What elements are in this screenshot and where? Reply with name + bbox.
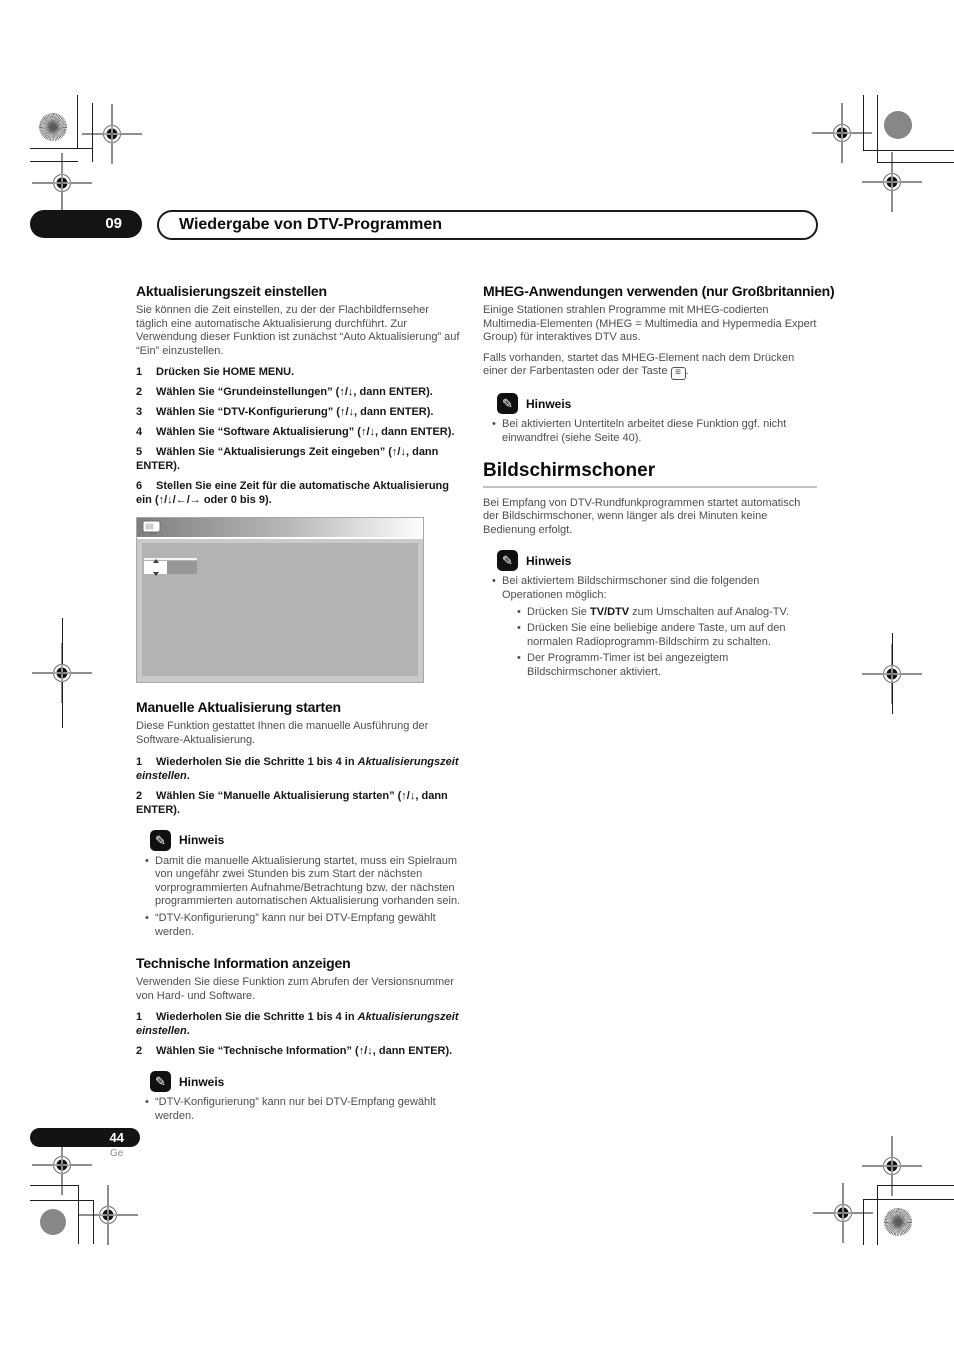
note-item: • “DTV-Konfigurierung” kann nur bei DTV-Empfang gewählt werden. [145,912,462,939]
note-header [483,393,817,414]
time-field [167,561,197,574]
tv-icon [142,520,162,535]
spinner-up-arrow-icon [153,559,159,563]
note-item: • Drücken Sie eine beliebige andere Taste, um auf den normalen Radioprogramm-Bildschirm zu schalten. [517,622,817,649]
left-column [136,283,462,1130]
step-item: 3 Wählen Sie “DTV-Konfigurierung” (↑/↓, dann ENTER). [136,406,434,419]
section-heading-screensaver: Bildschirmschoner [483,459,656,481]
language-code: Ge [110,1148,124,1159]
note-item: • Damit die manuelle Aktualisierung startet, muss ein Spielraum von ungefähr zwei Stunden bis zum Start der nächsten vorprogrammierten Aufnahme/Betrachtung bzw. der nächsten programmierten automatischen Aktualisierung vorhanden sein. [145,855,462,909]
step-item: 2 Wählen Sie “Manuelle Aktualisierung starten” (↑/↓, dann ENTER). [136,789,448,816]
tv-dtv-key-label: TV/DTV [589,605,630,618]
chapter-title-box [157,210,818,240]
paragraph: Falls vorhanden, startet das MHEG-Element nach dem Drücken einer der Farbentasten oder der Taste ≡ . [483,351,795,379]
note-item: • Bei aktiviertem Bildschirmschoner sind die folgenden Operationen möglich: • Drücken Sie TV/DTV zum Umschalten auf Analog-TV. • Drücken Sie eine beliebige andere Taste, um auf den normalen Radioprogramm-Bildschirm zu schalten. • Der Programm-Timer ist bei angezeigtem Bildschirmschoner aktiviert. [492,575,817,679]
section-heading-mheg: MHEG-Anwendungen verwenden (nur Großbritannien) [483,283,835,299]
time-spinner [144,561,167,574]
note-item: • Der Programm-Timer ist bei angezeigtem Bildschirmschoner aktiviert. [517,652,817,679]
note-item: • Drücken Sie TV/DTV zum Umschalten auf Analog-TV. [517,606,817,620]
crop-line [863,150,954,151]
step-item: 1 Drücken Sie HOME MENU. [136,366,295,379]
halftone-circle [884,1208,912,1236]
paragraph: Diese Funktion gestattet Ihnen die manuelle Ausführung der Software-Aktualisierung. [136,720,429,746]
step-item: 6 Stellen Sie eine Zeit für die automatische Aktualisierung ein (↑/↓/←/→ oder 0 bis 9). [136,480,449,507]
note-list [145,1096,462,1123]
chapter-title: Wiedergabe von DTV-Programmen [179,216,443,233]
note-list [145,855,462,940]
note-item: • “DTV-Konfigurierung” kann nur bei DTV-Empfang gewählt werden. [145,1096,462,1123]
halftone-circle [40,1209,66,1235]
page-number-pill [30,1128,140,1147]
section-heading-update-time: Aktualisierungszeit einstellen [136,283,327,299]
pencil-icon: ✎ [497,550,518,571]
step-item: 1 Wiederholen Sie die Schritte 1 bis 4 in Aktualisierungszeit einstellen. [136,755,459,782]
note-label: Hinweis [179,833,225,848]
screenshot-body [137,539,423,682]
chapter-number-tab [30,210,142,238]
paragraph: Verwenden Sie diese Funktion zum Abrufen der Versionsnummer von Hard- und Software. [136,976,454,1002]
note-header [136,830,462,851]
halftone-circle [39,113,67,141]
registration-mark [862,644,922,704]
section-heading-tech-info: Technische Information anzeigen [136,955,351,972]
note-list [492,418,817,445]
pencil-icon: ✎ [150,1071,171,1092]
screenshot-header-bar [137,518,423,537]
note-label: Hinweis [526,396,572,411]
note-header [136,1071,462,1092]
paragraph: Sie können die Zeit einstellen, zu der der Flachbildfernseher täglich eine automatische Aktualisierung durchführt. Zur Verwendung dieser Funktion ist zunächst “Auto Aktualisierung” auf “Ein” einzustellen. [136,304,460,357]
note-label: Hinweis [179,1074,225,1089]
pencil-icon: ✎ [497,393,518,414]
halftone-circle [884,111,912,139]
step-item: 2 Wählen Sie “Grundeinstellungen” (↑/↓, dann ENTER). [136,386,433,399]
registration-mark [78,1185,138,1245]
paragraph: Bei Empfang von DTV-Rundfunkprogrammen startet automatisch der Bildschirmschoner, wenn länger als drei Minuten keine Bedienung erfolgt. [483,496,801,536]
registration-mark [32,153,92,213]
note-item: • Bei aktivierten Untertiteln arbeitet diese Funktion ggf. nicht einwandfrei (siehe Seite 40). [492,418,817,445]
right-column [483,283,835,686]
registration-mark [32,643,92,703]
paragraph: Einige Stationen strahlen Programme mit MHEG-codierten Multimedia-Elementen (MHEG = Multimedia and Hypermedia Expert Group) für interaktives DTV aus. [483,304,817,344]
heading-rule [483,486,817,488]
note-list [492,575,817,679]
pencil-icon: ✎ [150,830,171,851]
registration-mark [862,152,922,212]
step-item: 1 Wiederholen Sie die Schritte 1 bis 4 in Aktualisierungszeit einstellen. [136,1011,459,1038]
chapter-number: 09 [105,215,122,232]
section-heading-manual-update: Manuelle Aktualisierung starten [136,699,341,716]
crop-line [77,95,78,149]
step-item: 4 Wählen Sie “Software Aktualisierung” (↑/↓, dann ENTER). [136,426,455,439]
page-number: 44 [109,1130,124,1145]
menu-screenshot [136,517,424,683]
note-sublist [517,606,817,680]
menu-key-icon: ≡ [671,367,686,380]
note-header [483,550,817,571]
registration-mark [813,1183,873,1243]
step-item: 5 Wählen Sie “Aktualisierungs Zeit eingeben” (↑/↓, dann ENTER). [136,446,439,473]
spinner-down-arrow-icon [153,572,159,576]
note-label: Hinweis [526,553,572,568]
step-item: 2 Wählen Sie “Technische Information” (↑/↓, dann ENTER). [136,1045,453,1058]
